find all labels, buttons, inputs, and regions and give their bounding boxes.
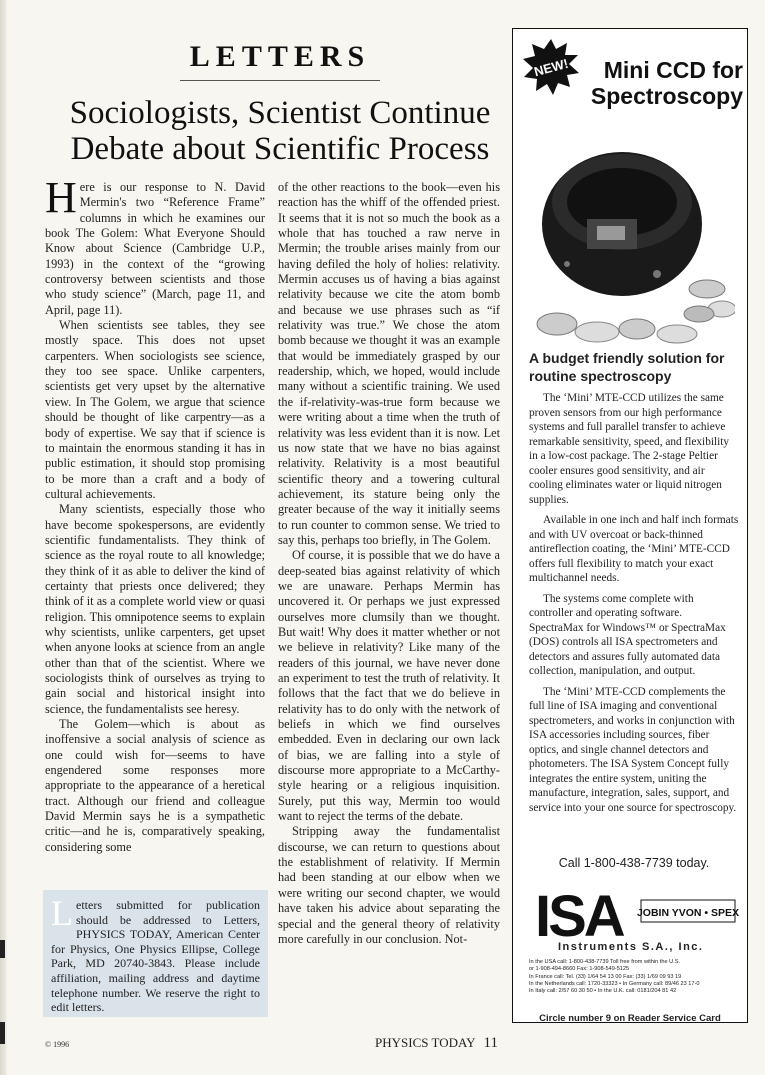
page-binding-edge <box>0 0 7 1075</box>
binding-mark <box>0 940 5 958</box>
drop-cap: H <box>45 173 77 222</box>
article-column-2 <box>278 180 500 947</box>
contact-line: In the USA call: 1-800-438-7739 Toll free from within the U.S. <box>529 959 681 965</box>
paragraph: Stripping away the fundamentalist discourse, we can return to questions about the establishment of relativity. If Mermin had been standing at our elbow when we were writing our second chapter, we would have taken his advice about separating the special and the general theory of relativity more carefully in our conclusion. Not- <box>278 824 500 946</box>
ad-body <box>529 391 739 821</box>
paragraph: Of course, it is possible that we do have a deep-seated bias against relativity of which we are unaware. Perhaps Mermin has uncovered it. Or perhaps we just expressed ourselves more clumsily than we thought. But wait! Why does it matter whether or not we believe in relativity? Like many of the readers of this journal, we have never done an experiment to test the truth of relativity. It follows that the fact that we do believe in relativity has to do only with the network of beliefs in which we find ourselves embedded. Even in declaring our own lack of bias, we are falling into a style of discourse more appropriate to a McCarthy-style hearing or a religious inquisition. Surely, put this way, Mermin too would want to reject the terms of the debate. <box>278 548 500 824</box>
contact-fine-print <box>529 959 739 995</box>
paragraph: The Golem—which is about as inoffensive a social analysis of science as one could wish for—seems to have engendered some responses more appropriate to the appearance of a heretical tract. Although our friend and colleague David Mermin says he is a sympathetic critic—and he is, comparatively speaking, considering some <box>45 717 265 854</box>
ad-title: Mini CCD for Spectroscopy <box>590 57 743 109</box>
page-number: 11 <box>483 1035 498 1051</box>
contact-line: or 1-908-494-8660 Fax: 1-908-549-5125 <box>529 966 630 973</box>
ad-paragraph: Available in one inch and half inch formats and with UV overcoat or back-thinned antireflection coating, the ‘Mini’ MTE-CCD offers full flexibility to match your exact multichannel needs. <box>529 514 739 584</box>
binding-mark <box>0 1022 5 1044</box>
paragraph: Many scientists, especially those who have become spokespersons, are evidently scientific fundamentalists. They think of science as the royal route to all knowledge; they think of it as able to deliver the kind of certainty that priests once delivered; they think of it as a complete world view or quasi religion. This omnipotence seems to explain why scientists, unlike carpenters, get upset when anyone looks at science from an angle other than that of the scientist. Where we sociologists think of ourselves as trying to gain social and historical insight into science, the fundamentalists see heresy. <box>45 502 265 716</box>
article-column-1 <box>45 173 265 855</box>
ccd-camera-photo <box>527 124 735 344</box>
company-name: Instruments S.A., Inc. <box>558 941 704 953</box>
ad-paragraph: The ‘Mini’ MTE-CCD complements the full line of ISA imaging and conventional spectrometers, and works in conjunction with ISA accessories including sources, fiber optics, and single channel detectors and photometers. The ISA System Concept fully integrates the entire system, uniting the manufacture, integration, sales, support, and service into your one source for spectroscopy. <box>529 685 737 814</box>
paragraph: of the other reactions to the book—even his reaction has the whiff of the offended priest. It seems that it is not so much the book as a whole that has touched a raw nerve in Mermin; the trouble arises mainly from our having defiled the holy of holies: relativity. Mermin accuses us of having a bias against relativity because we cite the atom bomb and because we use phrases such as “if relativity was true.” We chose the atom bomb because we thought it was an example that would be immediately grasped by our readership, which, we hoped, would include many without a scientific training. We used the if-relativity-was-true form because we were writing about a time when the truth of relativity was less evident than it is now. Let us now state that we have no bias against relativity. Relativity is a most beautiful scientific theory and a towering cultural achievement, its stature being only the greater because of the way it initially seems to run counter to common sense. We tried to say this, perhaps too briefly, in The Golem. <box>278 180 500 547</box>
advertisement <box>512 28 748 1023</box>
article-headline: Sociologists, Scientist Continue Debate about Scientific Process <box>69 95 491 167</box>
masthead-rule <box>180 80 380 81</box>
paragraph: ere is our response to N. David Mermin's two “Reference Frame” columns in which he examines our book The Golem: What Everyone Should Know about Science (Cambridge U.P., 1993) in the context of the “growing controversy between scientists and those who study science” (March, page 11, and April, page 11). <box>45 180 265 317</box>
copyright: © 1996 <box>45 1040 70 1049</box>
reader-service-note: Circle number 9 on Reader Service Card <box>539 1013 721 1024</box>
section-masthead <box>160 40 400 81</box>
contact-line: In Italy call: 2/57 60 30 50 • In the U.K. call: 0181/204 81 42 <box>529 988 677 995</box>
letters-submission-box <box>43 890 268 1017</box>
section-title: LETTERS <box>189 40 371 73</box>
ad-phone-call: Call 1-800-438-7739 today. <box>558 856 710 870</box>
journal-name: PHYSICS TODAY <box>375 1035 476 1050</box>
contact-line: In the Netherlands call: 1720-33323 • In Germany call: 89/46 23 17-0 <box>529 980 700 987</box>
drop-cap: L <box>51 893 73 933</box>
page-footer <box>375 1035 498 1052</box>
ad-paragraph: The ‘Mini’ MTE-CCD utilizes the same proven sensors from our high performance systems and full parallel transfer to achieve remarkable sensitivity, speed, and flexibility in a low-cost package. The 2-stage Peltier cooler ensures good sensitivity, and air cooling eliminates water or liquid nitrogen supplies. <box>529 392 730 506</box>
isa-logo-text: ISA <box>535 884 623 944</box>
paragraph: When scientists see tables, they see mostly space. This does not upset carpenters. When sociologists see science, they too see space. Unlike carpenters, scientists get very upset by the alternative view. In The Golem, we argue that science should be thought of like carpentry—as a body of expertise. We say that if science is to maintain the enormous standing it has in public estimation, it should stop promising to be more than a craft and a body of cultural achievements. <box>45 318 265 501</box>
ad-paragraph: The systems come complete with controller and operating software. SpectraMax for Windows™ or SpectraMax (DOS) controls all ISA spectrometers and detectors and assures fully automated data collection, manipulation, and output. <box>529 592 726 677</box>
ad-subtitle: A budget friendly solution for routine spectroscopy <box>529 350 725 384</box>
brand-name: JOBIN YVON • SPEX <box>636 907 739 919</box>
new-badge: NEW! <box>532 55 570 80</box>
submission-text: etters submitted for publication should be addressed to Letters, PHYSICS TODAY, American Center for Physics, One Physics Ellipse, College Park, MD 20740-3843. Please include affiliation, mailing address and daytime telephone number. We reserve the right to edit letters. <box>51 898 260 1015</box>
isa-logo <box>529 884 739 944</box>
contact-line: In France call: Tel. (33) 1/64 54 13 00 Fax: (33) 1/69 09 93 19 <box>529 973 682 980</box>
